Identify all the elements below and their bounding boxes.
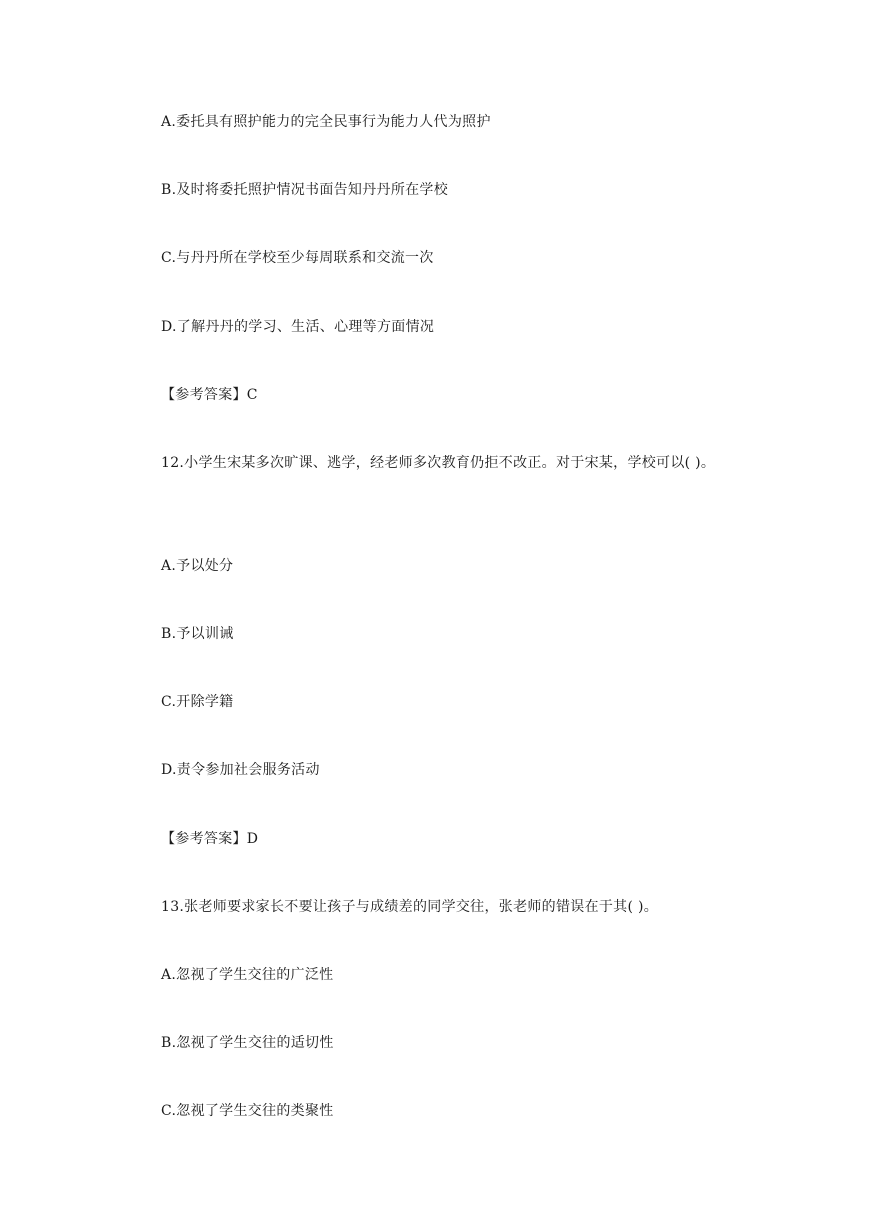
q13-option-c: C.忽视了学生交往的类聚性	[161, 1103, 334, 1119]
q12-answer: 【参考答案】D	[161, 831, 259, 847]
q11-option-c: C.与丹丹所在学校至少每周联系和交流一次	[161, 250, 434, 266]
q13-stem: 13.张老师要求家长不要让孩子与成绩差的同学交往，张老师的错误在于其( )。	[161, 899, 659, 915]
q13-option-a: A.忽视了学生交往的广泛性	[161, 967, 334, 983]
q13-option-b: B.忽视了学生交往的适切性	[161, 1035, 334, 1051]
q12-option-c: C.开除学籍	[161, 694, 234, 710]
q12-option-b: B.予以训诫	[161, 626, 234, 642]
q11-option-b: B.及时将委托照护情况书面告知丹丹所在学校	[161, 182, 449, 198]
q12-option-a: A.予以处分	[161, 558, 234, 574]
q11-answer: 【参考答案】C	[161, 387, 258, 403]
q12-stem: 12.小学生宋某多次旷课、逃学，经老师多次教育仍拒不改正。对于宋某，学校可以( )。	[161, 455, 716, 471]
q11-option-a: A.委托具有照护能力的完全民事行为能力人代为照护	[161, 114, 491, 130]
q12-option-d: D.责令参加社会服务活动	[161, 762, 320, 778]
q11-option-d: D.了解丹丹的学习、生活、心理等方面情况	[161, 319, 435, 335]
